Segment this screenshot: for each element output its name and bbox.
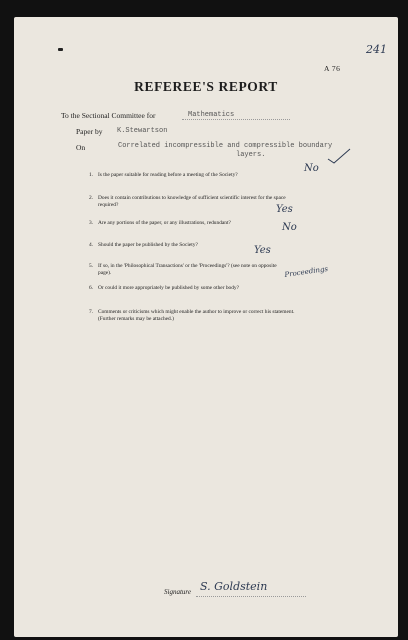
question-5-number: 5. xyxy=(89,263,94,269)
paper-by-label: Paper by xyxy=(76,127,103,136)
question-2-answer: Yes xyxy=(276,204,293,215)
reference-number: A 76 xyxy=(324,64,341,73)
question-3-text: Are any portions of the paper, or any illustrations, redundant? xyxy=(98,220,231,226)
question-4-answer: Yes xyxy=(254,245,271,256)
question-5-text-line-1: If so, in the 'Philosophical Transactions' or the 'Proceedings'? (see note on opposite xyxy=(98,263,277,269)
question-4-number: 4. xyxy=(89,242,94,248)
signature-label: Signature xyxy=(164,588,191,596)
question-3-number: 3. xyxy=(89,220,94,226)
question-7-text-line-1: Comments or criticisms which might enable the author to improve or correct his statement. xyxy=(98,309,295,315)
question-5-text-line-2: page). xyxy=(98,270,112,276)
committee-dotted-line xyxy=(182,119,290,120)
question-2-text-line-1: Does it contain contributions to knowledge of sufficient scientific interest for the space xyxy=(98,195,286,201)
question-1-number: 1. xyxy=(89,172,94,178)
page-title: REFEREE'S REPORT xyxy=(134,79,278,94)
signature-dotted-line xyxy=(196,596,306,597)
checkmark-icon xyxy=(326,147,352,165)
paper-title-line-2: layers. xyxy=(236,151,266,159)
question-2-number: 2. xyxy=(89,195,94,201)
question-7-text-line-2: (Further remarks may be attached.) xyxy=(98,316,174,322)
referee-report-sheet xyxy=(14,17,398,637)
question-5-answer: Proceedings xyxy=(284,264,329,279)
question-1-text: Is the paper suitable for reading before a meeting of the Society? xyxy=(98,172,238,178)
punch-mark xyxy=(58,48,63,51)
page-number: 241 xyxy=(366,43,387,56)
paper-title-line-1: Correlated incompressible and compressible boundary xyxy=(118,142,333,150)
question-3-answer: No xyxy=(282,222,297,233)
question-4-text: Should the paper be published by the Society? xyxy=(98,242,198,248)
question-6-number: 6. xyxy=(89,285,94,291)
question-6-text: Or could it more appropriately be published by some other body? xyxy=(98,285,240,291)
committee-value: Mathematics xyxy=(188,111,235,119)
question-7-number: 7. xyxy=(89,309,94,315)
question-2-text-line-2: required? xyxy=(98,202,119,208)
committee-label: To the Sectional Committee for xyxy=(61,111,156,120)
question-1-answer: No xyxy=(304,163,319,174)
on-label: On xyxy=(76,143,86,152)
paper-author-value: K.Stewartson xyxy=(117,127,168,135)
signature-value: S. Goldstein xyxy=(200,580,268,593)
